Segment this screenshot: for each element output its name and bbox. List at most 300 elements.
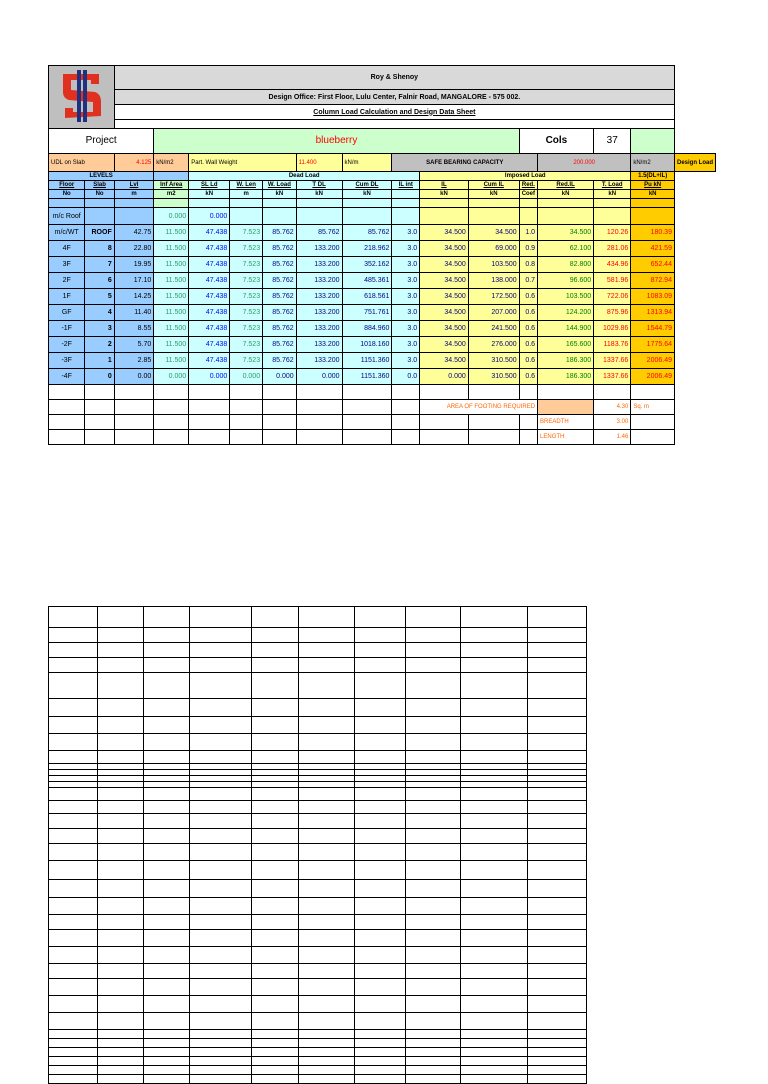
col-header-name: IL	[420, 181, 469, 190]
col-header-name: Cum IL	[468, 181, 519, 190]
cell-inf[interactable]: 11.500	[154, 321, 189, 337]
cell-redil: 165.600	[538, 337, 594, 353]
cell-lvl: 2.85	[114, 353, 154, 369]
cell-cumdl: 1151.360	[342, 353, 392, 369]
empty-cell	[252, 1066, 299, 1075]
empty-cell	[252, 979, 299, 996]
cell-inf[interactable]: 0.000	[154, 369, 189, 385]
col-header-name: Inf Area	[154, 181, 189, 190]
empty-cell	[98, 1057, 144, 1066]
empty-cell	[252, 1057, 299, 1066]
wall-weight-label: Part. Wall Weight	[189, 154, 296, 172]
cell-sl[interactable]: 47.438	[189, 257, 230, 273]
cell-floor: -1F	[49, 321, 85, 337]
cell-ilint[interactable]: 3.0	[392, 305, 420, 321]
cell-inf[interactable]: 11.500	[154, 225, 189, 241]
cell-redil: 62.100	[538, 241, 594, 257]
cell-wload[interactable]	[263, 208, 297, 225]
cell-slab: 0	[85, 369, 114, 385]
cell-floor: 3F	[49, 257, 85, 273]
cell-tdl: 133.200	[296, 305, 342, 321]
empty-cell	[144, 1030, 190, 1039]
cell-ilint[interactable]: 3.0	[392, 289, 420, 305]
empty-cell	[299, 1013, 355, 1030]
empty-cell	[299, 673, 355, 699]
cell-wload[interactable]: 85.762	[263, 353, 297, 369]
cell-slab: 2	[85, 337, 114, 353]
empty-cell	[355, 699, 406, 717]
empty-cell	[299, 1066, 355, 1075]
empty-cell	[528, 915, 587, 930]
col-header-name: T DL	[296, 181, 342, 190]
table-row	[49, 257, 716, 273]
footing-area-value: 4.30	[594, 400, 631, 415]
empty-cell	[49, 734, 98, 751]
empty-cell	[528, 734, 587, 751]
empty-cell	[252, 829, 299, 844]
empty-cell	[144, 947, 190, 964]
cell-ilint[interactable]: 3.0	[392, 273, 420, 289]
empty-cell	[406, 814, 461, 829]
empty-cell	[190, 658, 252, 673]
cell-tdl: 85.762	[296, 225, 342, 241]
empty-cell	[144, 1048, 190, 1057]
udl-value[interactable]: 4.125	[114, 154, 154, 172]
empty-cell	[144, 1013, 190, 1030]
cell-redil: 124.200	[538, 305, 594, 321]
cell-wload[interactable]: 85.762	[263, 257, 297, 273]
empty-cell	[49, 880, 98, 898]
cell-red: 0.6	[519, 369, 537, 385]
empty-cell	[299, 699, 355, 717]
empty-cell	[528, 844, 587, 861]
cell-cumil: 69.000	[468, 241, 519, 257]
empty-cell	[355, 844, 406, 861]
empty-cell	[528, 673, 587, 699]
empty-cell	[98, 844, 144, 861]
table-row	[49, 369, 716, 385]
empty-cell	[98, 814, 144, 829]
empty-cell	[461, 1066, 528, 1075]
empty-cell	[144, 964, 190, 979]
length-value: 1.46	[594, 430, 631, 445]
empty-cell	[190, 1048, 252, 1057]
empty-cell	[461, 607, 528, 628]
cell-tload: 1029.86	[594, 321, 631, 337]
empty-cell	[190, 1066, 252, 1075]
empty-cell	[355, 964, 406, 979]
empty-cell	[49, 699, 98, 717]
empty-cell	[144, 1057, 190, 1066]
empty-cell	[355, 658, 406, 673]
column-unit-row	[49, 190, 716, 199]
empty-cell	[406, 1013, 461, 1030]
empty-cell	[252, 930, 299, 947]
sbc-label: SAFE BEARING CAPACITY	[392, 154, 538, 172]
cell-wlen[interactable]: 7.523	[230, 353, 263, 369]
col-header-unit: No	[85, 190, 114, 199]
cell-sl[interactable]: 47.438	[189, 321, 230, 337]
cell-cumdl: 1151.360	[342, 369, 392, 385]
cell-wlen[interactable]	[230, 208, 263, 225]
cell-wload[interactable]: 85.762	[263, 321, 297, 337]
empty-cell	[355, 861, 406, 880]
cell-red: 0.6	[519, 289, 537, 305]
cell-wlen[interactable]: 7.523	[230, 273, 263, 289]
empty-cell	[252, 898, 299, 915]
empty-cell	[299, 915, 355, 930]
empty-cell	[98, 1039, 144, 1048]
cell-tdl: 133.200	[296, 353, 342, 369]
cell-il: 34.500	[420, 225, 469, 241]
cell-wlen[interactable]: 7.523	[230, 321, 263, 337]
empty-cell	[190, 880, 252, 898]
sbc-value[interactable]: 200.000	[538, 154, 631, 172]
empty-cell	[528, 1048, 587, 1057]
empty-cell	[252, 717, 299, 734]
cell-lvl: 17.10	[114, 273, 154, 289]
cell-cumdl	[342, 208, 392, 225]
cell-wload[interactable]: 85.762	[263, 241, 297, 257]
cell-slab: 4	[85, 305, 114, 321]
empty-cell	[406, 861, 461, 880]
empty-cell	[461, 643, 528, 658]
cell-inf[interactable]: 11.500	[154, 305, 189, 321]
cell-ilint[interactable]: 0.0	[392, 369, 420, 385]
cell-wload[interactable]: 0.000	[263, 369, 297, 385]
cell-tdl: 133.200	[296, 273, 342, 289]
cell-sl[interactable]: 47.438	[189, 225, 230, 241]
cell-cumdl: 352.162	[342, 257, 392, 273]
empty-cell	[252, 643, 299, 658]
empty-cell	[252, 699, 299, 717]
cell-lvl: 5.70	[114, 337, 154, 353]
empty-cell	[355, 1013, 406, 1030]
cell-wlen[interactable]: 7.523	[230, 225, 263, 241]
empty-cell	[528, 628, 587, 643]
cell-sl[interactable]: 47.438	[189, 305, 230, 321]
empty-cell	[355, 814, 406, 829]
cell-floor: m/c/WT	[49, 225, 85, 241]
empty-cell	[190, 643, 252, 658]
empty-cell	[299, 880, 355, 898]
empty-cell	[528, 658, 587, 673]
empty-cell	[528, 801, 587, 814]
empty-cell	[190, 673, 252, 699]
cell-red	[519, 208, 537, 225]
empty-cell	[98, 1048, 144, 1057]
empty-cell	[190, 898, 252, 915]
wall-weight-value[interactable]: 11.400	[296, 154, 342, 172]
empty-cell	[461, 915, 528, 930]
blank-row	[49, 385, 716, 400]
cell-red: 0.7	[519, 273, 537, 289]
empty-cell	[299, 861, 355, 880]
col-header-unit: kN	[631, 190, 675, 199]
empty-cell	[190, 1075, 252, 1084]
empty-cell	[355, 1039, 406, 1048]
cell-wlen[interactable]: 7.523	[230, 305, 263, 321]
empty-cell	[406, 717, 461, 734]
empty-cell	[461, 964, 528, 979]
cell-tdl: 0.000	[296, 369, 342, 385]
cell-sl[interactable]: 0.000	[189, 208, 230, 225]
imposed-load-group-header: Imposed Load	[420, 172, 631, 181]
cell-il	[420, 208, 469, 225]
cell-cumdl: 218.962	[342, 241, 392, 257]
empty-cell	[299, 996, 355, 1013]
cell-red: 0.6	[519, 353, 537, 369]
cell-cumdl: 85.762	[342, 225, 392, 241]
empty-cell	[144, 607, 190, 628]
empty-cell	[252, 1013, 299, 1030]
empty-cell	[355, 607, 406, 628]
cell-wload[interactable]: 85.762	[263, 305, 297, 321]
empty-cell	[461, 1048, 528, 1057]
empty-cell	[98, 1075, 144, 1084]
empty-cell	[406, 964, 461, 979]
project-name[interactable]: blueberry	[154, 129, 519, 154]
cell-tdl: 133.200	[296, 241, 342, 257]
empty-cell	[406, 751, 461, 764]
cell-wlen[interactable]: 7.523	[230, 337, 263, 353]
cell-inf[interactable]: 0.000	[154, 208, 189, 225]
cell-sl[interactable]: 47.438	[189, 337, 230, 353]
empty-cell	[190, 930, 252, 947]
empty-cell	[461, 861, 528, 880]
empty-cell	[406, 996, 461, 1013]
cell-wlen[interactable]: 7.523	[230, 289, 263, 305]
empty-cell	[461, 801, 528, 814]
empty-cell	[355, 1048, 406, 1057]
empty-cell	[461, 814, 528, 829]
cell-inf[interactable]: 11.500	[154, 353, 189, 369]
col-header-unit: Coef	[519, 190, 537, 199]
cell-sl[interactable]: 47.438	[189, 353, 230, 369]
empty-cell	[406, 1048, 461, 1057]
empty-cell	[461, 658, 528, 673]
cell-ilint[interactable]: 3.0	[392, 353, 420, 369]
cell-cumdl: 884.960	[342, 321, 392, 337]
empty-cell	[252, 1030, 299, 1039]
col-header-name: W. Len	[230, 181, 263, 190]
cell-sl[interactable]: 47.438	[189, 289, 230, 305]
empty-cell	[461, 1013, 528, 1030]
cell-redil: 144.900	[538, 321, 594, 337]
empty-cell	[190, 734, 252, 751]
cell-ilint[interactable]: 3.0	[392, 241, 420, 257]
cell-il: 34.500	[420, 353, 469, 369]
cell-wload[interactable]: 85.762	[263, 337, 297, 353]
empty-cell	[299, 607, 355, 628]
cell-ilint[interactable]: 3.0	[392, 257, 420, 273]
empty-cell	[190, 788, 252, 801]
company-logo	[49, 66, 115, 129]
empty-cell	[144, 979, 190, 996]
col-header-name: Lvl	[114, 181, 154, 190]
empty-cell	[98, 751, 144, 764]
empty-cell	[190, 915, 252, 930]
empty-cell	[98, 996, 144, 1013]
cell-red: 0.6	[519, 305, 537, 321]
cell-inf[interactable]: 11.500	[154, 257, 189, 273]
empty-cell	[49, 829, 98, 844]
cell-ilint[interactable]: 3.0	[392, 337, 420, 353]
col-header-unit: kN	[263, 190, 297, 199]
empty-cell	[299, 788, 355, 801]
empty-cell	[406, 658, 461, 673]
empty-cell	[190, 1030, 252, 1039]
cell-wload[interactable]: 85.762	[263, 273, 297, 289]
footing-area-row	[49, 400, 716, 415]
empty-cell	[528, 788, 587, 801]
empty-cell	[355, 1066, 406, 1075]
table-row	[49, 208, 716, 225]
cell-tdl: 133.200	[296, 337, 342, 353]
empty-cell	[355, 996, 406, 1013]
cell-wlen[interactable]: 0.000	[230, 369, 263, 385]
empty-cell	[299, 643, 355, 658]
col-header-name: Red.	[519, 181, 537, 190]
cell-pu: 180.39	[631, 225, 675, 241]
cell-slab: 5	[85, 289, 114, 305]
empty-cell	[252, 844, 299, 861]
cell-sl[interactable]: 0.000	[189, 369, 230, 385]
empty-cell	[49, 1048, 98, 1057]
col-header-unit	[392, 190, 420, 199]
cell-pu: 1544.79	[631, 321, 675, 337]
cell-slab	[85, 208, 114, 225]
table-row	[49, 321, 716, 337]
cell-ilint[interactable]	[392, 208, 420, 225]
empty-cell	[528, 996, 587, 1013]
cell-wlen[interactable]: 7.523	[230, 241, 263, 257]
breadth-value: 3.00	[594, 415, 631, 430]
empty-cell	[528, 930, 587, 947]
cell-redil: 82.800	[538, 257, 594, 273]
empty-cell	[98, 607, 144, 628]
cell-tload: 281.06	[594, 241, 631, 257]
empty-cell	[252, 734, 299, 751]
cell-tload	[594, 208, 631, 225]
cell-il: 34.500	[420, 337, 469, 353]
cell-red: 0.6	[519, 321, 537, 337]
empty-cell	[144, 699, 190, 717]
empty-cell	[461, 1075, 528, 1084]
cell-sl[interactable]: 47.438	[189, 273, 230, 289]
cols-value[interactable]: 37	[594, 129, 631, 154]
empty-cell	[144, 1066, 190, 1075]
cell-pu: 421.59	[631, 241, 675, 257]
cell-floor: m/c Roof	[49, 208, 85, 225]
cell-cumil: 172.500	[468, 289, 519, 305]
empty-cell	[144, 673, 190, 699]
empty-cell	[355, 930, 406, 947]
empty-cell	[98, 1030, 144, 1039]
cell-tload: 1183.76	[594, 337, 631, 353]
empty-cell	[528, 1066, 587, 1075]
empty-cell	[144, 658, 190, 673]
empty-cell	[49, 1066, 98, 1075]
cell-lvl: 22.80	[114, 241, 154, 257]
cell-wload[interactable]: 85.762	[263, 289, 297, 305]
column-load-sheet	[48, 65, 716, 445]
cell-inf[interactable]: 11.500	[154, 273, 189, 289]
cell-il: 34.500	[420, 289, 469, 305]
cell-tload: 434.96	[594, 257, 631, 273]
cell-inf[interactable]: 11.500	[154, 289, 189, 305]
dead-load-group-header: Dead Load	[189, 172, 420, 181]
empty-cell	[528, 814, 587, 829]
cell-ilint[interactable]: 3.0	[392, 321, 420, 337]
empty-cell	[144, 717, 190, 734]
empty-cell	[252, 861, 299, 880]
empty-cell	[461, 947, 528, 964]
length-label: LENGTH	[538, 430, 594, 445]
cell-inf[interactable]: 11.500	[154, 337, 189, 353]
empty-cell	[190, 699, 252, 717]
cell-redil: 186.300	[538, 353, 594, 369]
empty-cell	[190, 861, 252, 880]
empty-cell	[461, 788, 528, 801]
cell-inf[interactable]: 11.500	[154, 241, 189, 257]
cell-ilint[interactable]: 3.0	[392, 225, 420, 241]
col-header-name: Floor	[49, 181, 85, 190]
cell-pu: 872.94	[631, 273, 675, 289]
table-row	[49, 337, 716, 353]
empty-cell	[190, 717, 252, 734]
empty-cell	[355, 673, 406, 699]
empty-cell	[252, 658, 299, 673]
footing-area-unit: Sq. m	[631, 400, 675, 415]
empty-cell	[144, 996, 190, 1013]
empty-cell	[190, 751, 252, 764]
empty-cell	[461, 1039, 528, 1048]
cell-wload[interactable]: 85.762	[263, 225, 297, 241]
cols-label: Cols	[519, 129, 593, 154]
table-row	[49, 241, 716, 257]
table-row	[49, 225, 716, 241]
empty-cell	[252, 751, 299, 764]
design-load-label: Design Load	[674, 154, 715, 172]
empty-cell	[98, 898, 144, 915]
empty-cell	[98, 699, 144, 717]
empty-cell	[144, 844, 190, 861]
empty-cell	[252, 607, 299, 628]
spacer-cell	[114, 120, 674, 129]
empty-cell	[98, 1013, 144, 1030]
cell-cumil: 103.500	[468, 257, 519, 273]
cell-tdl	[296, 208, 342, 225]
empty-cell	[299, 1075, 355, 1084]
empty-cell	[528, 979, 587, 996]
empty-cell	[49, 1013, 98, 1030]
empty-cell	[190, 979, 252, 996]
empty-cell	[144, 1075, 190, 1084]
empty-cell	[461, 628, 528, 643]
empty-cell	[49, 898, 98, 915]
empty-cell	[299, 658, 355, 673]
empty-cell	[49, 607, 98, 628]
empty-cell	[461, 930, 528, 947]
col-header-unit: kN	[296, 190, 342, 199]
empty-cell	[144, 814, 190, 829]
cell-sl[interactable]: 47.438	[189, 241, 230, 257]
empty-cell	[98, 628, 144, 643]
empty-cell	[406, 880, 461, 898]
cell-slab: 1	[85, 353, 114, 369]
cell-wlen[interactable]: 7.523	[230, 257, 263, 273]
